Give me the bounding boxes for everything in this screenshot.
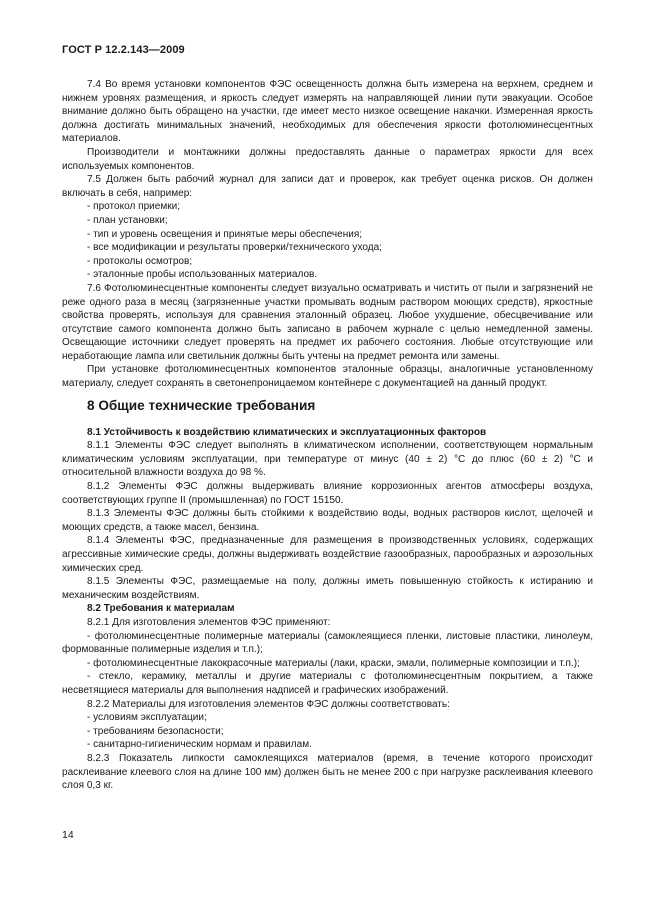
paragraph-7-4-b: Производители и монтажники должны предоставлять данные о параметрах яркости для всех используемых компонентов.: [62, 146, 593, 172]
paragraph-8-1-2: 8.1.2 Элементы ФЭС должны выдерживать влияние коррозионных агентов атмосферы воздуха, соответствующих группе II (промышленная) по ГОСТ 15150.: [62, 481, 593, 506]
paragraph-8-2-3: 8.2.3 Показатель липкости самоклеящихся материалов (время, в течение которого происходит расклеивание клеевого слоя на длине 100 мм) должен быть не менее 200 с при нагрузке расклеивания клеевого слоя 0,3 кг.: [62, 752, 593, 792]
list-item: - фотолюминесцентные лакокрасочные материалы (лаки, краски, эмали, полимерные композиции и т.п.);: [87, 657, 580, 669]
section-8-title: 8 Общие технические требования: [87, 397, 316, 413]
list-item: - протоколы осмотров;: [87, 255, 193, 267]
list-item: - фотолюминесцентные полимерные материалы (самоклеящиеся пленки, листовые пластики, линолеум, формованные полимерные изделия и т.п.);: [62, 630, 593, 656]
document-header: ГОСТ Р 12.2.143—2009: [62, 44, 185, 56]
page-number: 14: [62, 829, 74, 841]
list-item: - стекло, керамику, металлы и другие материалы с фотолюминесцентным покрытием, а также несветящиеся материалы для выполнения надписей и графических изображений.: [62, 671, 593, 696]
paragraph-7-6-b: При установке фотолюминесцентных компонентов эталонные образцы, аналогичные установленному материалу, следует сохранять в светонепроницаемом контейнере с документацией на данный продукт.: [62, 364, 593, 390]
subsection-8-2-title: 8.2 Требования к материалам: [87, 603, 235, 615]
list-item: - эталонные пробы использованных материалов.: [87, 269, 318, 281]
paragraph-8-1-4: 8.1.4 Элементы ФЭС, предназначенные для размещения в производственных условиях, содержащих агрессивные химические среды, должны выдерживать воздействие газообразных, парообразных и аэрозольных химических сред.: [62, 535, 593, 574]
paragraph-8-2-2: 8.2.2 Материалы для изготовления элементов ФЭС должны соответствовать:: [87, 698, 450, 710]
page-content: [62, 78, 593, 793]
list-item: - все модификации и результаты проверки/технического ухода;: [87, 242, 382, 254]
list-item: - требованиям безопасности;: [87, 725, 224, 737]
list-item: - протокол приемки;: [87, 201, 181, 213]
paragraph-7-6: 7.6 Фотолюминесцентные компоненты следует визуально осматривать и чистить от пыли и загрязнений не реже одного раза в месяц (загрязненные участки промывать водным раствором моющих средств), яркостные свойства проверять, используя для сравнения эталонный образец. Любое ухудшение, обесцвечивание или отсутствие самого компонента должно быть записано в рабочем журнале с целью немедленной замены. Освещающие источники следует проверять на предмет их рабочего состояния. Любые отсутствующие или неработающие лампа или светильник должны быть учтены на предмет ремонта или замены.: [62, 282, 593, 362]
paragraph-8-2-1: 8.2.1 Для изготовления элементов ФЭС применяют:: [87, 616, 331, 628]
paragraph-7-4: 7.4 Во время установки компонентов ФЭС освещенность должна быть измерена на верхнем, среднем и нижнем уровнях размещения, и яркость следует измерять на направляющей линии пути эвакуации. Особое внимание должно быть обращено на участки, где имеет место низкое освещение накачки. Измеренная яркость должна достигать минимальных значений, необходимых для обеспечения яркости фотолюминесцентных материалов.: [62, 79, 593, 145]
list-item: - санитарно-гигиеническим нормам и правилам.: [87, 739, 312, 751]
paragraph-8-1-5: 8.1.5 Элементы ФЭС, размещаемые на полу, должны иметь повышенную стойкость к истиранию и механическим воздействиям.: [62, 576, 593, 601]
paragraph-8-1-3: 8.1.3 Элементы ФЭС должны быть стойкими к воздействию воды, водных растворов кислот, щелочей и моющих средств, а также масел, бензина.: [62, 508, 593, 533]
list-item: - условиям эксплуатации;: [87, 712, 207, 724]
journal-list: [62, 200, 593, 282]
list-item: - тип и уровень освещения и принятые меры обеспечения;: [87, 228, 363, 240]
subsection-8-1-title: 8.1 Устойчивость к воздействию климатических и эксплуатационных факторов: [87, 426, 487, 438]
paragraph-8-1-1: 8.1.1 Элементы ФЭС следует выполнять в климатическом исполнении, соответствующем нормальным климатическим условиям эксплуатации, при температуре от минус (40 ± 2) °С до плюс (60 ± 2) °С и относительной влажности воздуха до 98 %.: [62, 440, 593, 479]
list-item: - план установки;: [87, 214, 168, 226]
paragraph-7-5: 7.5 Должен быть рабочий журнал для записи дат и проверок, как требует оценка рисков. Он должен включать в себя, например:: [62, 174, 593, 199]
